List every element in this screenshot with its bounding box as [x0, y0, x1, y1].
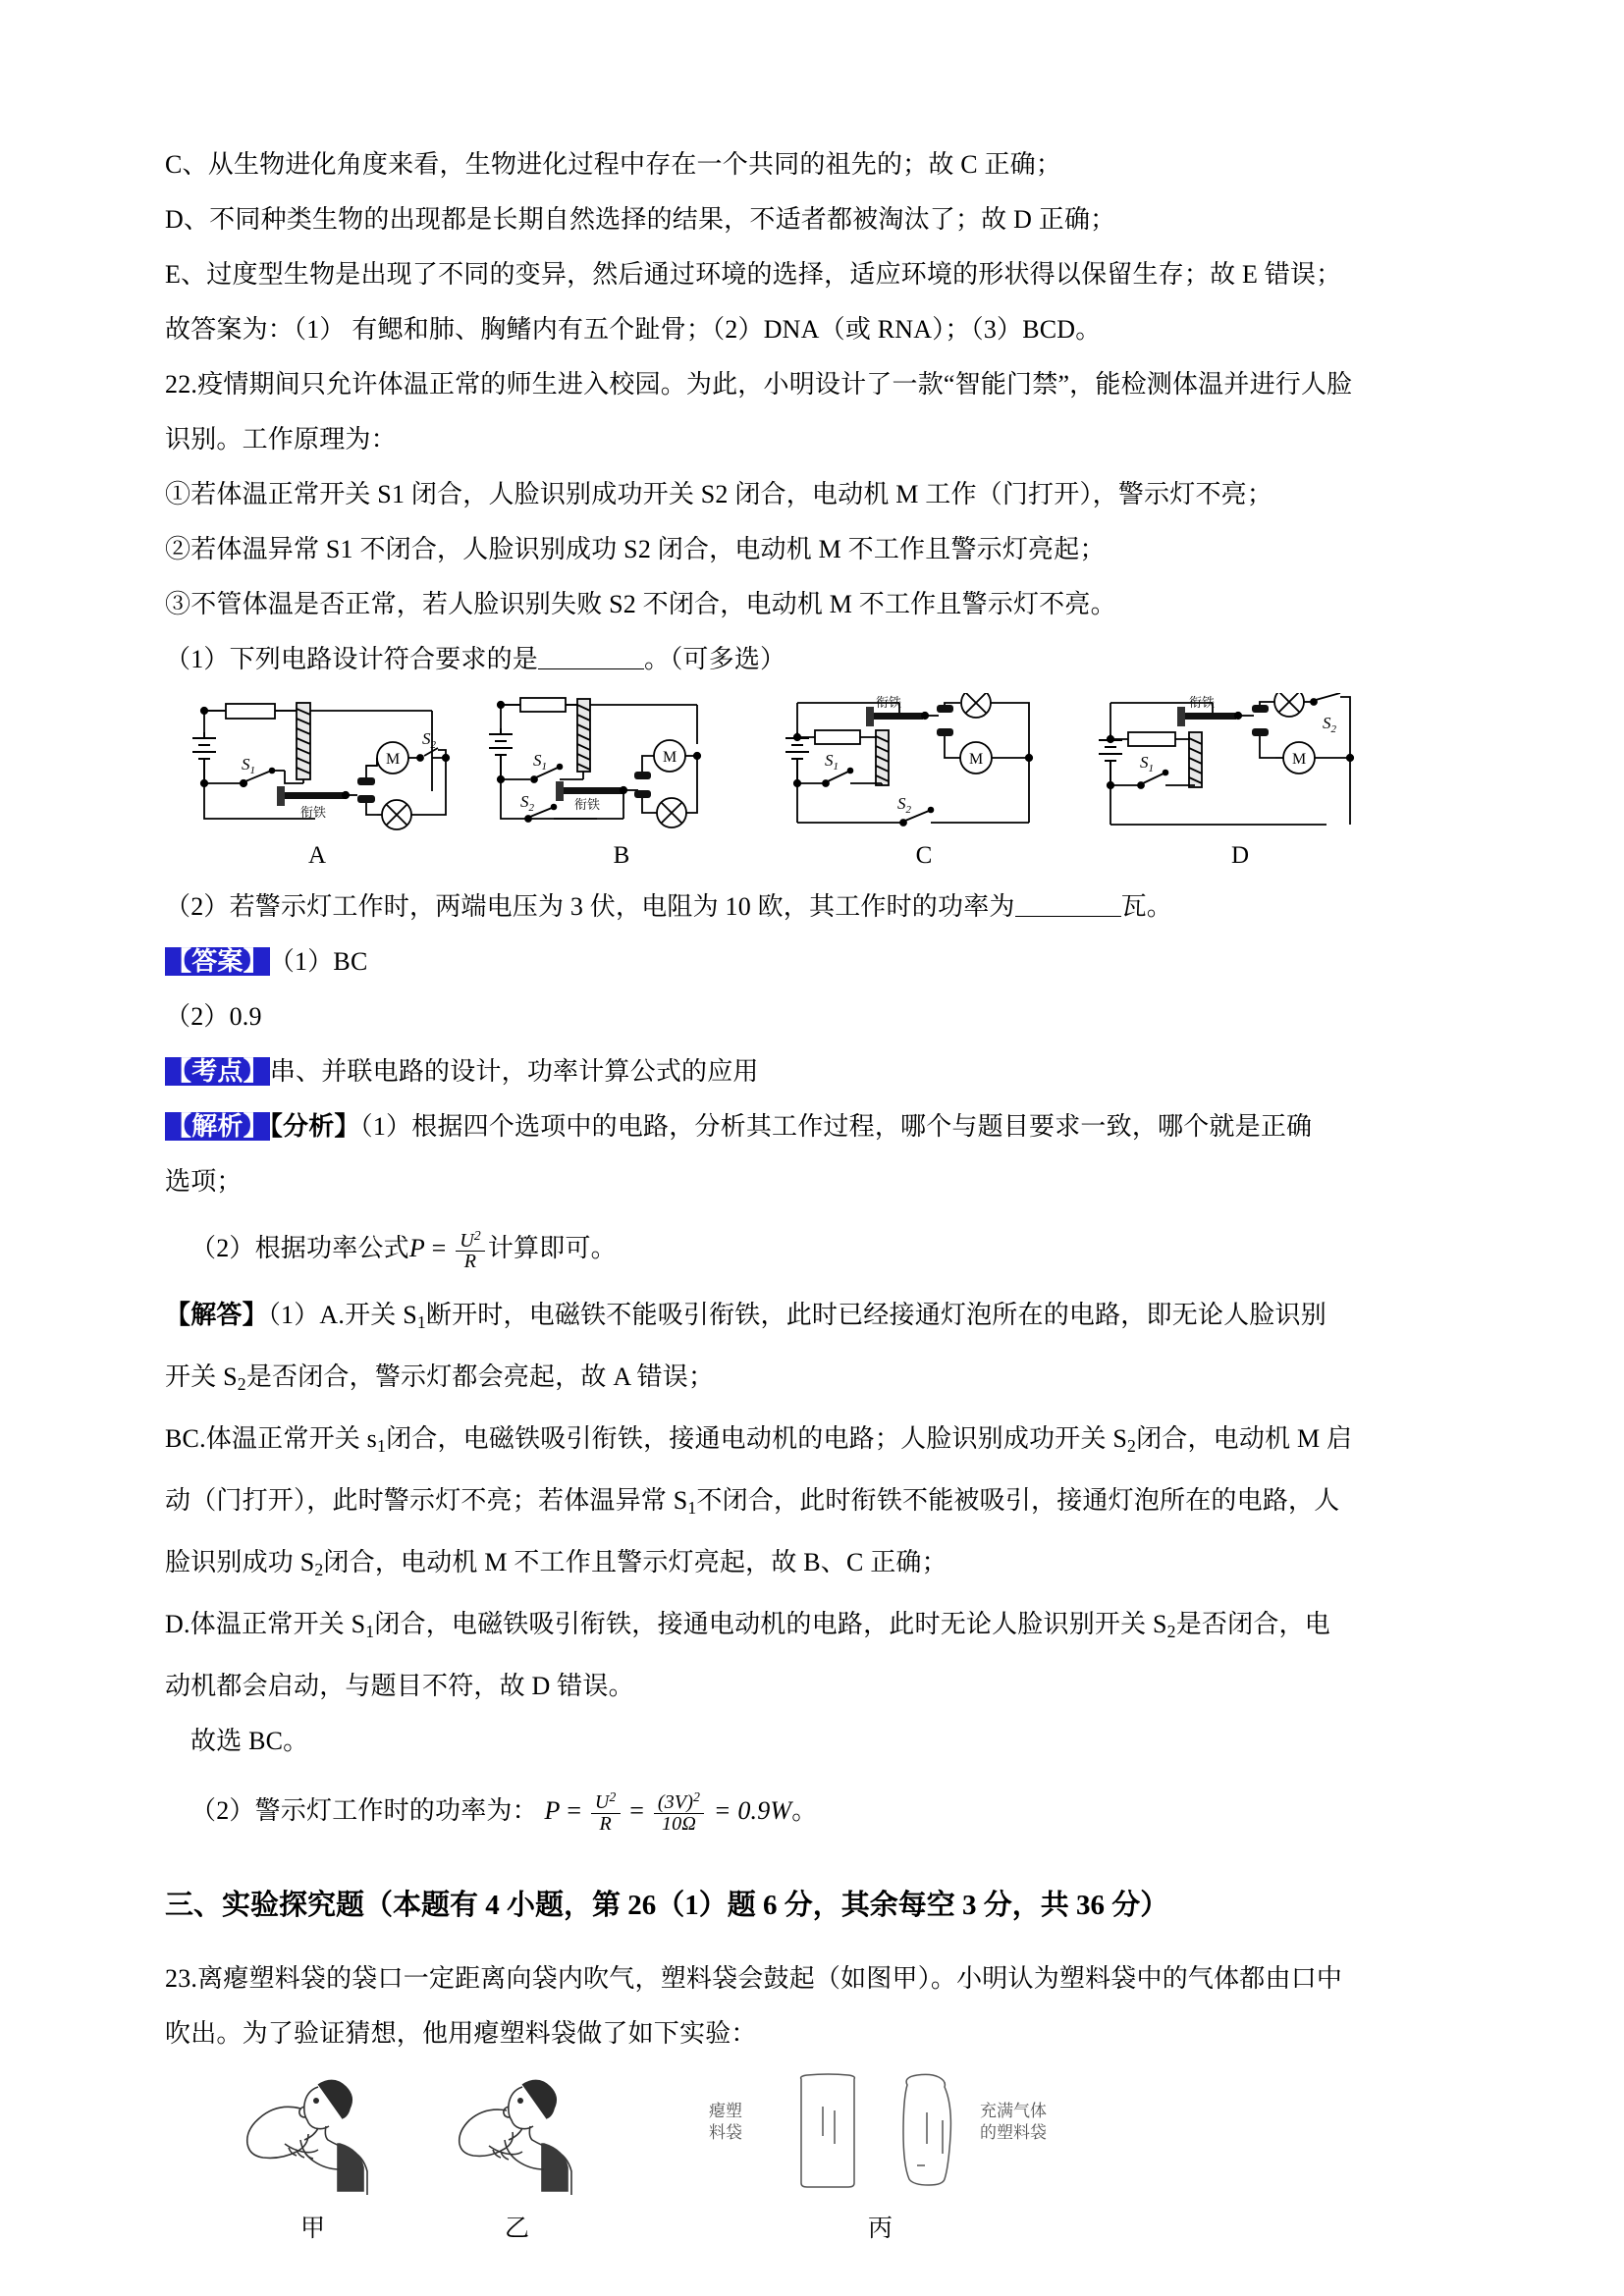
- q22-fenxi-line-3: [165, 1209, 1461, 1288]
- q22-kaodian-row: [165, 1044, 1461, 1099]
- jieda-bc1-sub1: 1: [377, 1435, 387, 1456]
- jieda-d1-sub2: 2: [1166, 1621, 1176, 1641]
- q22-jieda-line-bc1: [165, 1412, 1461, 1473]
- q22-jieda-line-a1: [165, 1288, 1461, 1350]
- jieda-bc2-pre: 动（门打开），此时警示灯不亮；若体温异常 S: [165, 1485, 688, 1515]
- q22-circuit-options: [165, 693, 1461, 880]
- q22-stem-line-1: 22.疫情期间只允许体温正常的师生进入校园。为此，小明设计了一款“智能门禁”，能检测体温并进行人脸: [165, 370, 1353, 399]
- circuit-c-switch1-label: $S_1$: [825, 751, 839, 773]
- jieda-d1-sub1: 1: [365, 1621, 375, 1641]
- q22-kaodian-text: 串、并联电路的设计，功率计算公式的应用: [269, 1057, 759, 1086]
- circuit-option-b[interactable]: [479, 693, 764, 869]
- figure-bing-label-right-line2: 的塑料袋: [980, 2122, 1047, 2142]
- circuit-c-label: C: [915, 842, 933, 869]
- formula-fraction-u2-over-r: [456, 1229, 485, 1273]
- q22-jieda-line-d1: [165, 1597, 1461, 1659]
- circuit-a-armature-label: 衔铁: [300, 805, 327, 820]
- q21-option-c: C、从生物进化角度来看，生物进化过程中存在一个共同的祖先的；故 C 正确；: [165, 150, 1062, 179]
- q23-stem-line-1: 23.离瘪塑料袋的袋口一定距离向袋内吹气，塑料袋会鼓起（如图甲）。小明认为塑料袋中的气体都由口中: [165, 1963, 1343, 1993]
- circuit-c-switch2-label: $S_2$: [897, 794, 911, 816]
- q22-final-pre: （2）警示灯工作时的功率为：: [190, 1795, 538, 1825]
- q22-condition-3: ③不管体温是否正常，若人脸识别失败 S2 不闭合，电动机 M 不工作且警示灯不亮。: [165, 590, 1116, 618]
- jieda-bc3-post: 闭合，电动机 M 不工作且警示灯亮起，故 B、C 正确；: [323, 1547, 947, 1576]
- fenxi-tag: 【分析】: [269, 1112, 360, 1141]
- q22-fenxi-line-3-post: 计算即可。: [487, 1234, 617, 1262]
- jieda-bc1-mid: 闭合，电磁铁吸引衔铁，接通电动机的电路；人脸识别成功开关 S: [386, 1423, 1128, 1453]
- q22-fenxi-line-2: 选项；: [165, 1167, 243, 1196]
- q22-answer-2: （2）0.9: [165, 1002, 262, 1031]
- circuit-option-a[interactable]: [175, 693, 460, 869]
- final-f2-denominator: 10Ω: [654, 1813, 704, 1835]
- final-equals-2: =: [629, 1795, 645, 1825]
- formula-denominator: R: [456, 1251, 485, 1272]
- q22-stem-line-2: 识别。工作原理为：: [165, 425, 397, 454]
- q22-sub1-text-pre: （1）下列电路设计符合要求的是: [165, 645, 539, 673]
- circuit-option-c[interactable]: [782, 693, 1066, 869]
- circuit-b-armature-label: 衔铁: [574, 797, 601, 812]
- figure-bing-label-left-line1: 瘪塑: [709, 2101, 742, 2120]
- final-equals-1: =: [567, 1795, 582, 1825]
- q22-sub-question-1: [165, 632, 1461, 687]
- figure-yi-caption: 乙: [505, 2215, 530, 2242]
- formula-numerator: $U^2$: [460, 1227, 481, 1252]
- jieda-a2-sub: 2: [237, 1373, 246, 1394]
- jieda-a-sub1: 1: [416, 1311, 426, 1332]
- figure-bing: [685, 2071, 1098, 2243]
- circuit-d-diagram: [1093, 693, 1387, 840]
- circuit-a-label: A: [307, 842, 327, 869]
- circuit-c-diagram: [782, 693, 1066, 840]
- final-P-symbol: P: [544, 1795, 561, 1825]
- final-period: 。: [791, 1795, 818, 1825]
- formula-equals: =: [431, 1234, 447, 1262]
- circuit-b-switch2-label: $S_2$: [520, 792, 534, 814]
- jieda-tag: 【解答】: [165, 1301, 268, 1329]
- q22-answer-blank-2[interactable]: [1015, 916, 1121, 917]
- jieda-d1-post: 是否闭合，电: [1175, 1609, 1330, 1638]
- circuit-a-motor-label: M: [386, 751, 401, 768]
- q23-figure-row: [165, 2071, 1461, 2296]
- q22-condition-1: ①若体温正常开关 S1 闭合，人脸识别成功开关 S2 闭合，电动机 M 工作（门打开），警示灯不亮；: [165, 480, 1273, 508]
- jieda-bc2-post: 不闭合，此时衔铁不能被吸引，接通灯泡所在的电路，人: [696, 1485, 1340, 1515]
- figure-bing-caption: 丙: [868, 2215, 893, 2242]
- final-fraction-3v2-over-10ohm: [654, 1790, 704, 1835]
- q22-sub-question-2: [165, 880, 1461, 934]
- jieda-bc1-sub2: 2: [1127, 1435, 1137, 1456]
- circuit-b-diagram: [479, 693, 764, 840]
- q22-answer-blank-1[interactable]: [538, 668, 644, 669]
- circuit-a-switch2-label: $S_2$: [422, 729, 436, 751]
- circuit-d-switch2-label: $S_2$: [1323, 714, 1336, 735]
- q22-condition-2: ②若体温异常 S1 不闭合，人脸识别成功 S2 闭合，电动机 M 不工作且警示灯亮起；: [165, 535, 1106, 563]
- jieda-bc2-sub: 1: [687, 1497, 697, 1518]
- figure-bing-label-left-line2: 料袋: [709, 2122, 742, 2142]
- q22-sub2-text-pre: （2）若警示灯工作时，两端电压为 3 伏，电阻为 10 欧，其工作时的功率为: [165, 892, 1015, 921]
- q22-fenxi-line-3-pre: （2）根据功率公式: [190, 1234, 409, 1262]
- answer-tag: 【答案】: [166, 947, 269, 976]
- formula-P-symbol: P: [408, 1234, 425, 1262]
- jieda-bc3-pre: 脸识别成功 S: [165, 1547, 315, 1576]
- q22-answer-1: （1）BC: [281, 947, 368, 976]
- circuit-d-armature-label: 衔铁: [1189, 695, 1216, 710]
- q22-jieda-line-bc2: [165, 1473, 1461, 1535]
- figure-jia-caption: 甲: [300, 2215, 326, 2242]
- q21-option-e: E、过度型生物是出现了不同的变异，然后通过环境的选择，适应环境的形状得以保留生存；故 E 错误；: [165, 260, 1342, 289]
- jieda-d1-mid: 闭合，电磁铁吸引衔铁，接通电动机的电路，此时无论人脸识别开关 S: [374, 1609, 1167, 1638]
- page-content: [165, 137, 1461, 2296]
- q23-stem-line-2: 吹出。为了验证猜想，他用瘪塑料袋做了如下实验：: [165, 2018, 757, 2048]
- q21-answer-line: 故答案为：（1） 有鳃和肺、胸鳍内有五个趾骨；（2）DNA（或 RNA）；（3）BCD。: [165, 315, 1102, 344]
- circuit-d-label: D: [1230, 842, 1250, 869]
- circuit-d-switch1-label: $S_1$: [1140, 753, 1154, 774]
- circuit-b-motor-label: M: [663, 749, 677, 766]
- jieda-a-pre: （1）A.开关 S: [267, 1301, 417, 1329]
- figure-yi: [428, 2071, 615, 2243]
- jieda-bc3-sub: 2: [314, 1559, 324, 1579]
- circuit-d-motor-label: M: [1292, 751, 1307, 768]
- circuit-option-d[interactable]: [1093, 693, 1387, 869]
- circuit-b-switch1-label: $S_1$: [533, 751, 547, 773]
- figure-jia: [224, 2071, 410, 2243]
- jieda-bc1-post: 闭合，电动机 M 启: [1136, 1423, 1353, 1453]
- section-3-heading: 三、实验探究题（本题有 4 小题，第 26（1）题 6 分，其余每空 3 分，共 36 分）: [165, 1889, 1169, 1921]
- q22-sub2-text-post: 瓦。: [1120, 892, 1173, 921]
- q22-answer-row: [165, 934, 1461, 989]
- q22-jieda-line-bc3: [165, 1535, 1461, 1597]
- final-result: = 0.9W: [713, 1795, 792, 1825]
- circuit-a-switch1-label: $S_1$: [242, 755, 255, 776]
- jieda-bc1-pre: BC.体温正常开关 s: [165, 1423, 378, 1453]
- final-f1-numerator: $U^2$: [594, 1789, 617, 1814]
- final-f1-denominator: R: [591, 1813, 621, 1835]
- figure-bing-label-right-line1: 充满气体: [980, 2101, 1047, 2120]
- final-f2-numerator: $(3V)^2$: [657, 1789, 701, 1814]
- jieda-a2-pre: 开关 S: [165, 1362, 238, 1391]
- q22-fenxi-line-1: （1）根据四个选项中的电路，分析其工作过程，哪个与题目要求一致，哪个就是正确: [359, 1112, 1313, 1141]
- q22-jieda-line-d2: 动机都会启动，与题目不符，故 D 错误。: [165, 1671, 634, 1700]
- q22-final-calculation: [165, 1769, 1461, 1853]
- q22-sub1-text-post: 。（可多选）: [644, 645, 786, 673]
- final-fraction-u2-over-r: [591, 1790, 621, 1835]
- circuit-c-armature-label: 衔铁: [876, 695, 902, 710]
- q21-option-d: D、不同种类生物的出现都是长期自然选择的结果，不适者都被淘汰了；故 D 正确；: [165, 205, 1116, 234]
- jieda-d1-pre: D.体温正常开关 S: [165, 1609, 366, 1638]
- circuit-c-motor-label: M: [969, 751, 984, 768]
- q22-jiexi-row: [165, 1099, 1461, 1154]
- jiexi-tag: 【解析】: [166, 1112, 269, 1141]
- q22-jieda-line-a2: [165, 1350, 1461, 1412]
- q22-jieda-choose: 故选 BC。: [190, 1726, 309, 1755]
- kaodian-tag: 【考点】: [166, 1057, 269, 1086]
- jieda-a-post: 断开时，电磁铁不能吸引衔铁，此时已经接通灯泡所在的电路，即无论人脸识别: [425, 1301, 1326, 1329]
- circuit-b-label: B: [613, 842, 630, 869]
- circuit-a-diagram: [175, 693, 460, 840]
- jieda-a2-post: 是否闭合，警示灯都会亮起，故 A 错误；: [245, 1362, 715, 1391]
